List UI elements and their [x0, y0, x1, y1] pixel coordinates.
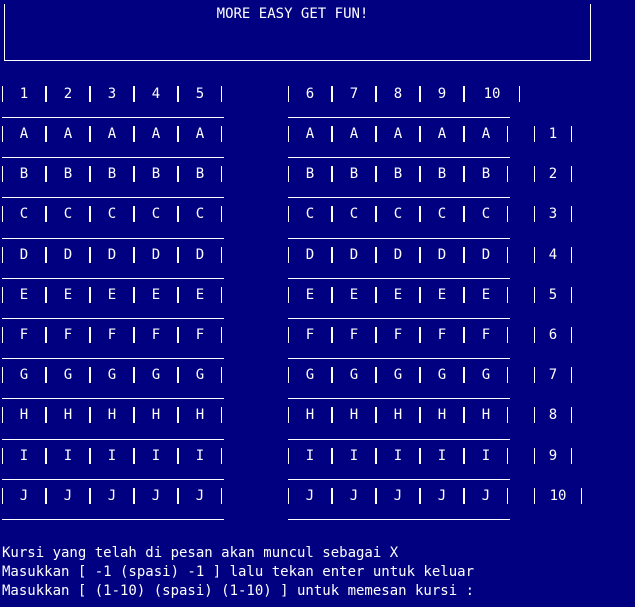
seat-g-6[interactable]: G [288, 362, 332, 388]
seat-f-2[interactable]: F [46, 322, 90, 348]
row-divider-left [2, 519, 224, 520]
seat-b-4[interactable]: B [134, 161, 178, 187]
row-divider-left [2, 318, 224, 319]
seat-e-7[interactable]: E [332, 282, 376, 308]
row-number-7: 7 [534, 362, 572, 388]
seat-j-1[interactable]: J [2, 483, 46, 509]
seat-h-4[interactable]: H [134, 402, 178, 428]
seat-c-4[interactable]: C [134, 201, 178, 227]
seat-h-3[interactable]: H [90, 402, 134, 428]
row-divider-right [288, 238, 510, 239]
seat-f-4[interactable]: F [134, 322, 178, 348]
seat-row-e [0, 282, 635, 308]
seat-row-b [0, 161, 635, 187]
row-number-9: 9 [534, 443, 572, 469]
row-divider-left [2, 157, 224, 158]
seat-f-10[interactable]: F [464, 322, 508, 348]
seat-row-i [0, 443, 635, 469]
seat-a-8[interactable]: A [376, 121, 420, 147]
seat-f-9[interactable]: F [420, 322, 464, 348]
seat-g-1[interactable]: G [2, 362, 46, 388]
seat-j-9[interactable]: J [420, 483, 464, 509]
column-number-3: 3 [90, 81, 134, 107]
seat-e-3[interactable]: E [90, 282, 134, 308]
seat-i-5[interactable]: I [178, 443, 222, 469]
seat-i-6[interactable]: I [288, 443, 332, 469]
seat-a-4[interactable]: A [134, 121, 178, 147]
seat-i-1[interactable]: I [2, 443, 46, 469]
row-number-6: 6 [534, 322, 572, 348]
row-divider-right [288, 318, 510, 319]
column-number-9: 9 [420, 81, 464, 107]
seat-a-7[interactable]: A [332, 121, 376, 147]
column-number-1: 1 [2, 81, 46, 107]
seat-e-6[interactable]: E [288, 282, 332, 308]
row-divider-left [2, 439, 224, 440]
row-number-1: 1 [534, 121, 572, 147]
seat-g-5[interactable]: G [178, 362, 222, 388]
seat-j-4[interactable]: J [134, 483, 178, 509]
row-divider-left [2, 398, 224, 399]
seat-b-2[interactable]: B [46, 161, 90, 187]
seat-e-2[interactable]: E [46, 282, 90, 308]
row-divider-left [2, 117, 224, 118]
seat-j-3[interactable]: J [90, 483, 134, 509]
seat-i-9[interactable]: I [420, 443, 464, 469]
seat-g-3[interactable]: G [90, 362, 134, 388]
row-number-2: 2 [534, 161, 572, 187]
seat-d-3[interactable]: D [90, 242, 134, 268]
column-number-10: 10 [464, 81, 520, 107]
seat-a-2[interactable]: A [46, 121, 90, 147]
row-divider-right [288, 117, 510, 118]
seat-c-6[interactable]: C [288, 201, 332, 227]
seat-b-7[interactable]: B [332, 161, 376, 187]
seat-e-1[interactable]: E [2, 282, 46, 308]
seat-a-9[interactable]: A [420, 121, 464, 147]
footer-line-1: Kursi yang telah di pesan akan muncul sebagai X [2, 545, 399, 561]
seat-g-8[interactable]: G [376, 362, 420, 388]
seat-d-9[interactable]: D [420, 242, 464, 268]
row-divider-right [288, 157, 510, 158]
banner-title: MORE EASY GET FUN! [216, 6, 369, 22]
seat-j-8[interactable]: J [376, 483, 420, 509]
column-number-8: 8 [376, 81, 420, 107]
row-number-4: 4 [534, 242, 572, 268]
seat-b-10[interactable]: B [464, 161, 508, 187]
row-divider-left [2, 358, 224, 359]
seat-row-h [0, 402, 635, 428]
column-number-4: 4 [134, 81, 178, 107]
seat-g-9[interactable]: G [420, 362, 464, 388]
seat-g-7[interactable]: G [332, 362, 376, 388]
seat-e-5[interactable]: E [178, 282, 222, 308]
seat-c-7[interactable]: C [332, 201, 376, 227]
seat-d-2[interactable]: D [46, 242, 90, 268]
seat-row-d [0, 242, 635, 268]
footer-line-3: Masukkan [ (1-10) (spasi) (1-10) ] untuk memesan kursi : [2, 583, 475, 599]
row-number-10: 10 [534, 483, 582, 509]
seat-c-5[interactable]: C [178, 201, 222, 227]
seat-d-7[interactable]: D [332, 242, 376, 268]
column-number-2: 2 [46, 81, 90, 107]
seat-j-5[interactable]: J [178, 483, 222, 509]
seat-c-9[interactable]: C [420, 201, 464, 227]
row-number-8: 8 [534, 402, 572, 428]
seat-g-2[interactable]: G [46, 362, 90, 388]
seat-row-f [0, 322, 635, 348]
seat-j-6[interactable]: J [288, 483, 332, 509]
seat-b-9[interactable]: B [420, 161, 464, 187]
seat-h-6[interactable]: H [288, 402, 332, 428]
row-divider-right [288, 519, 510, 520]
row-divider-left [2, 197, 224, 198]
seat-d-1[interactable]: D [2, 242, 46, 268]
seat-e-8[interactable]: E [376, 282, 420, 308]
seat-b-8[interactable]: B [376, 161, 420, 187]
seat-c-2[interactable]: C [46, 201, 90, 227]
seat-row-g [0, 362, 635, 388]
seat-h-9[interactable]: H [420, 402, 464, 428]
seat-i-10[interactable]: I [464, 443, 508, 469]
footer-line-2: Masukkan [ -1 (spasi) -1 ] lalu tekan enter untuk keluar [2, 564, 475, 580]
seat-d-4[interactable]: D [134, 242, 178, 268]
row-divider-right [288, 278, 510, 279]
column-number-5: 5 [178, 81, 222, 107]
seat-h-8[interactable]: H [376, 402, 420, 428]
banner-box [4, 4, 591, 61]
seat-d-6[interactable]: D [288, 242, 332, 268]
seat-i-8[interactable]: I [376, 443, 420, 469]
seat-h-7[interactable]: H [332, 402, 376, 428]
seat-a-1[interactable]: A [2, 121, 46, 147]
row-divider-left [2, 238, 224, 239]
column-header-row [0, 81, 635, 107]
seat-b-6[interactable]: B [288, 161, 332, 187]
column-number-6: 6 [288, 81, 332, 107]
row-number-3: 3 [534, 201, 572, 227]
seat-b-3[interactable]: B [90, 161, 134, 187]
seat-e-4[interactable]: E [134, 282, 178, 308]
seat-i-3[interactable]: I [90, 443, 134, 469]
seat-h-2[interactable]: H [46, 402, 90, 428]
row-divider-right [288, 398, 510, 399]
seat-h-1[interactable]: H [2, 402, 46, 428]
row-number-5: 5 [534, 282, 572, 308]
column-number-7: 7 [332, 81, 376, 107]
seat-b-5[interactable]: B [178, 161, 222, 187]
seat-row-j [0, 483, 635, 509]
seat-i-7[interactable]: I [332, 443, 376, 469]
seat-f-1[interactable]: F [2, 322, 46, 348]
seat-f-3[interactable]: F [90, 322, 134, 348]
seat-j-10[interactable]: J [464, 483, 508, 509]
seat-e-9[interactable]: E [420, 282, 464, 308]
seat-d-5[interactable]: D [178, 242, 222, 268]
seat-h-5[interactable]: H [178, 402, 222, 428]
seat-d-8[interactable]: D [376, 242, 420, 268]
seat-row-c [0, 201, 635, 227]
seat-f-5[interactable]: F [178, 322, 222, 348]
row-divider-right [288, 479, 510, 480]
row-divider-right [288, 358, 510, 359]
row-divider-left [2, 479, 224, 480]
seat-c-3[interactable]: C [90, 201, 134, 227]
seat-i-2[interactable]: I [46, 443, 90, 469]
seat-row-a [0, 121, 635, 147]
seat-c-8[interactable]: C [376, 201, 420, 227]
row-divider-right [288, 439, 510, 440]
seat-g-10[interactable]: G [464, 362, 508, 388]
row-divider-right [288, 197, 510, 198]
row-divider-left [2, 278, 224, 279]
seat-f-6[interactable]: F [288, 322, 332, 348]
seat-h-10[interactable]: H [464, 402, 508, 428]
seat-a-3[interactable]: A [90, 121, 134, 147]
seat-i-4[interactable]: I [134, 443, 178, 469]
seat-b-1[interactable]: B [2, 161, 46, 187]
seat-d-10[interactable]: D [464, 242, 508, 268]
seat-c-1[interactable]: C [2, 201, 46, 227]
seat-g-4[interactable]: G [134, 362, 178, 388]
seat-j-2[interactable]: J [46, 483, 90, 509]
seat-e-10[interactable]: E [464, 282, 508, 308]
seat-a-5[interactable]: A [178, 121, 222, 147]
seat-j-7[interactable]: J [332, 483, 376, 509]
seat-a-10[interactable]: A [464, 121, 508, 147]
seat-f-7[interactable]: F [332, 322, 376, 348]
seat-f-8[interactable]: F [376, 322, 420, 348]
seat-a-6[interactable]: A [288, 121, 332, 147]
seat-c-10[interactable]: C [464, 201, 508, 227]
